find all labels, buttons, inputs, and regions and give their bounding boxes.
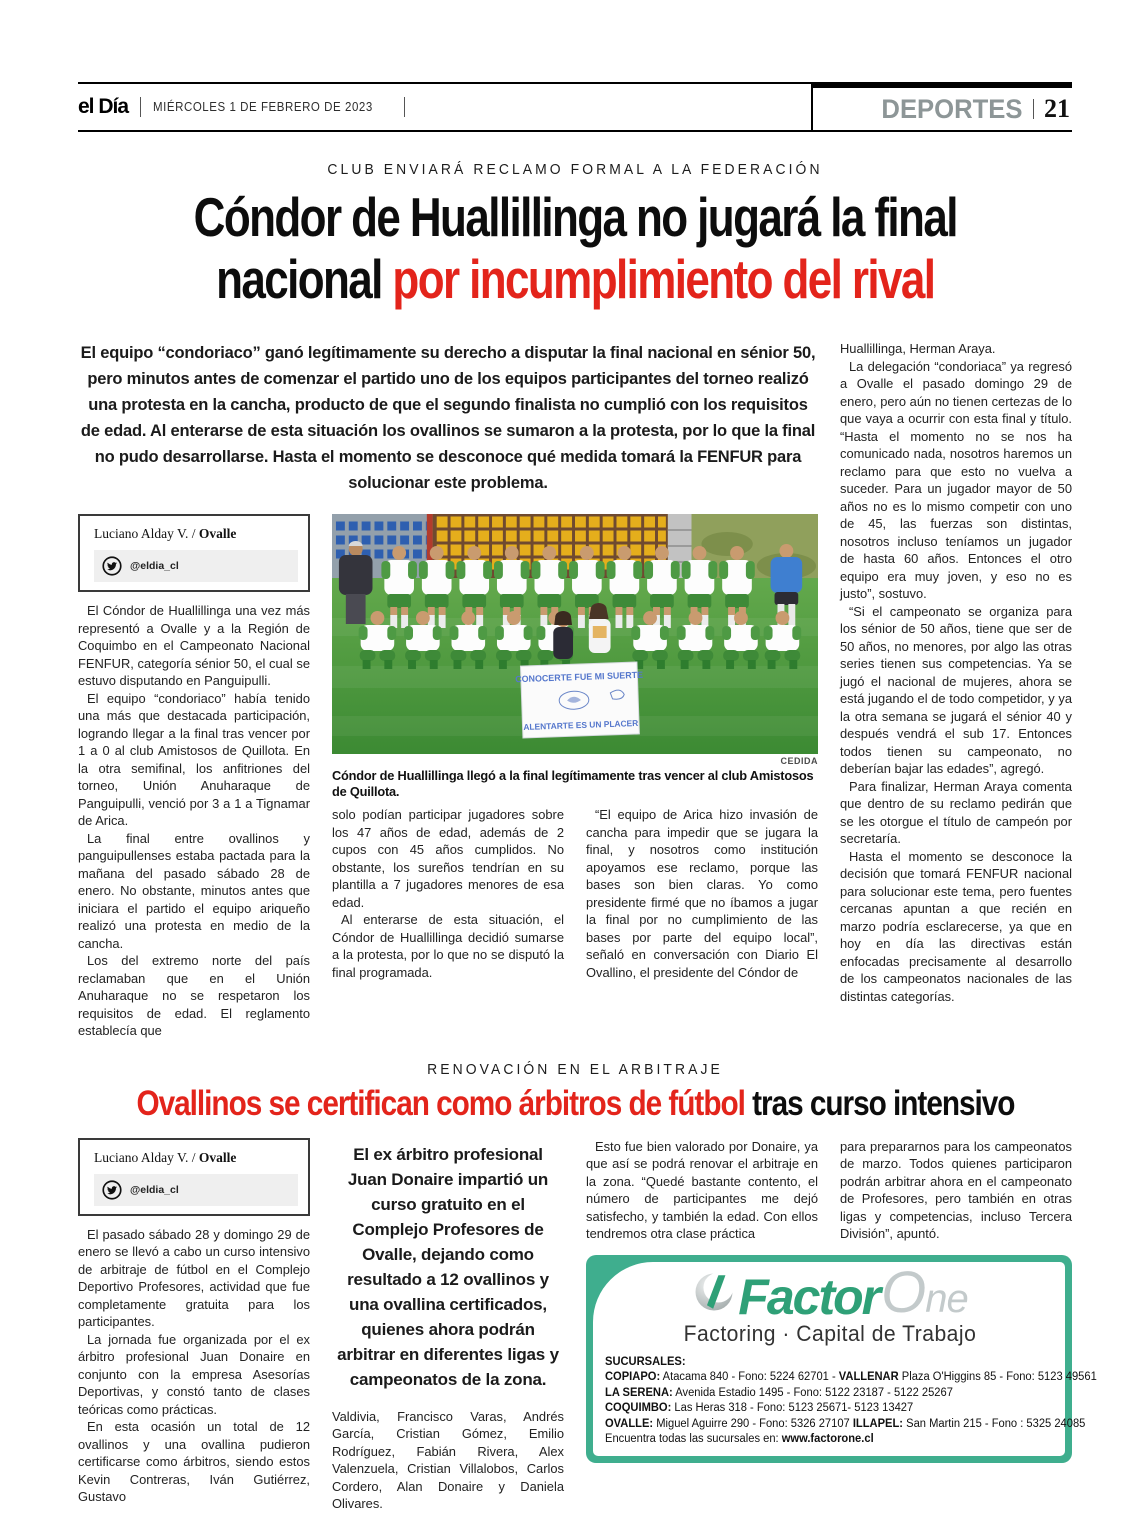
ad-branches-label: SUCURSALES:	[605, 1355, 686, 1368]
paragraph: Para finalizar, Herman Araya comenta que dentro de su reclamo pedirán que se les otorgue el título de campeón por secretaría.	[840, 778, 1072, 846]
article1-col3-text	[586, 806, 818, 981]
article2-kicker: RENOVACIÓN EN EL ARBITRAJE	[427, 1061, 723, 1078]
factorone-logo-icon	[692, 1270, 736, 1319]
article1-col2-text	[332, 806, 564, 981]
ad-footer-line: Encuentra todas las sucursales en: www.factorone.cl	[605, 1433, 874, 1445]
byline-place: Ovalle	[198, 526, 237, 541]
article2-right-region	[586, 1138, 1097, 1513]
paragraph: “El equipo de Arica hizo invasión de cancha para impedir que se jugara la final, y nosotros como institución apoyamos ese reclamo, porque las bases son bien claras. Yo como presidente firmé que no íbamos a jugar la final por no cumplimiento de las bases por parte del equipo local”, señaló en conversación con Diario El Ovallino, el presidente del Cóndor de	[586, 807, 818, 980]
byline-social	[94, 550, 298, 582]
ad-branch-line: COPIAPO: Atacama 840 - Fono: 5224 62701 - VALLENAR Plaza O'Higgins 85 - Fono: 5123 49561	[605, 1371, 1097, 1383]
fan-sign	[515, 662, 645, 738]
byline-box	[78, 514, 310, 592]
article2-names	[332, 1408, 564, 1513]
twitter-icon	[102, 556, 122, 576]
factorone-logo	[605, 1259, 1055, 1325]
paragraph: Hasta el momento se desconoce la decisión que tomará FENFUR nacional para solucionar este tema, pero fuentes cercanas apuntan a que recién en marzo podría esclarecerse, ya que en hoy en día las directivas están enfocadas precisamente al desarrollo de los campeonatos nacionales de las distintas categorías.	[840, 848, 1072, 1004]
paragraph: Al enterarse de esta situación, el Cóndor de Huallillinga decidió sumarse a la protesta, por lo que no se disputó la final programada.	[332, 912, 564, 980]
edition-date: MIÉRCOLES 1 DE FEBRERO DE 2023	[153, 100, 373, 114]
byline-author: Luciano Alday V.	[94, 1149, 189, 1165]
paragraph: Valdivia, Francisco Varas, Andrés García, Cristian Gómez, Emilio Rodríguez, Fabián Rivera, Alex Valenzuela, Cristian Villalobos, Carlos Cordero, Alan Donaire y Daniela Olivares.	[332, 1408, 564, 1511]
page-number: 21	[1044, 94, 1070, 123]
paragraph: La delegación “condoriaca” ya regresó a Ovalle el pasado domingo 29 de enero, pero aún no tienen certezas de lo que vaya a ocurrir con esta final y título. “Hasta el momento no se nos ha comunicado nada, nosotros haremos un reclamo para que esto no vuelva a suceder. Para un jugador mayor de 50 años no es lo mismo competir con uno de 45, las fuerzas son distintas, nosotros incluso teníamos un jugador de hasta 60 años. Entonces el otro equipo era muy joven, y eso no es justo”, sostuvo.	[840, 358, 1072, 601]
byline-box	[78, 1138, 310, 1216]
byline	[94, 1150, 298, 1166]
newspaper-logo: el Día	[78, 95, 129, 118]
article2-col3-text	[586, 1138, 818, 1243]
paragraph: El equipo “condoriaco” había tenido una más que destacada participación, logrando llegar a la final tras vencer por 1 a 0 al club Amistosos de Quillota. En la otra semifinal, los anfitriones del torneo, Unión Anuharaque de Panguipulli, venció por 3 a 1 a Tignamar de Arica.	[78, 690, 310, 828]
paragraph: La jornada fue organizada por el ex árbitro profesional Juan Donaire en conjunto con la empresa Asesorías Deportivas, y constó tanto de clases teóricas como prácticas.	[78, 1331, 310, 1417]
paragraph: Esto fue bien valorado por Donaire, ya que así se podrá renovar el arbitraje en la zona. “Quedé bastante contento, el número de participantes me dejó satisfecho, y también la edad. Con ellos tendremos otra clase práctica	[586, 1138, 818, 1241]
article2-headline	[81, 1084, 1070, 1124]
paragraph: La final entre ovallinos y panguipullenses estaba pactada para la mañana del pasado sábado 28 de enero. No obstante, minutos antes que iniciara el partido el equipo ariqueño realizó una protesta en medio de la cancha.	[78, 830, 310, 951]
ad-tagline: Factoring · Capital de Trabajo	[683, 1320, 977, 1346]
ad-website: www.factorone.cl	[781, 1433, 874, 1445]
header-divider	[1033, 99, 1034, 119]
header-left	[78, 82, 811, 130]
byline-place: Ovalle	[198, 1149, 237, 1165]
ad-branch-line: LA SERENA: Avenida Estadio 1495 - Fono: 5122 23187 - 5122 25267	[605, 1386, 953, 1399]
article1-col4-text	[840, 340, 1072, 1040]
article1-left-region	[78, 324, 818, 1040]
ad-branch-line: OVALLE: Miguel Aguirre 290 - Fono: 5326 27107 ILLAPEL: San Martin 215 - Fono : 5325 24085	[605, 1417, 1086, 1430]
article2-col1-text	[78, 1226, 310, 1506]
twitter-handle: @eldia_cl	[130, 560, 179, 572]
article1-kicker: CLUB ENVIARÁ RECLAMO FORMAL A LA FEDERACIÓN	[327, 162, 823, 178]
article1-headline	[78, 186, 1072, 310]
twitter-icon	[102, 1180, 122, 1200]
factorone-ad	[586, 1255, 1097, 1463]
headline-black-part: Cóndor de Huallillinga no jugará la final	[193, 186, 957, 248]
article1-col1	[78, 514, 310, 1040]
headline-black-part: nacional	[215, 248, 393, 310]
headline-red-part: por incumplimiento del rival	[392, 248, 935, 310]
twitter-handle: @eldia_cl	[130, 1183, 179, 1196]
byline-separator: /	[191, 1149, 196, 1165]
article1-lead: El equipo “condoriaco” ganó legítimamente su derecho a disputar la final nacional en sénior 50, pero minutos antes de comenzar el partido uno de los equipos participantes del torneo realizó una protesta en la cancha, producto de que el segundo finalista no cumplió con los requisitos de edad. Al enterarse de esta situación los ovallinos se sumaron a la protesta, por lo que la final no pudo desarrollarse. Hasta el momento se desconoce qué medida tomará la FENFUR para solucionar este problema.	[80, 344, 816, 492]
photo-credit: CEDIDA	[780, 756, 818, 766]
ad-branch-line: COQUIMBO: Las Heras 318 - Fono: 5123 25671- 5123 13427	[605, 1402, 914, 1414]
byline-separator: /	[191, 526, 196, 541]
article2-col1	[78, 1138, 310, 1513]
factorone-brand-factor: Factor	[738, 1268, 880, 1325]
sign-line1: CONOCERTE FUE MI SUERTE	[515, 669, 644, 685]
factorone-brand-one: One	[881, 1259, 968, 1325]
article1-col1-text	[78, 602, 310, 1040]
factorone-ad-inner	[593, 1259, 1097, 1456]
article2-intro: El ex árbitro profesional Juan Donaire impartió un curso gratuito en el Complejo Profesores de Ovalle, dejando como resultado a 12 ovallinos y una ovallina certificados, quienes ahora podrán arbitrar en diferentes ligas y campeonatos de la zona.	[337, 1144, 559, 1389]
headline-black-part: tras curso intensivo	[744, 1083, 1014, 1123]
article2-col2	[332, 1138, 564, 1513]
sign-line2: ALENTARTE ES UN PLACER	[523, 717, 639, 733]
ad-branches	[605, 1355, 1097, 1448]
header-divider	[404, 97, 405, 117]
article2-grid	[78, 1138, 1097, 1513]
header-divider	[140, 97, 141, 117]
page-header	[78, 82, 1072, 132]
paragraph: El pasado sábado 28 y domingo 29 de enero se llevó a cabo un curso intensivo de arbitraje de fútbol en el Complejo Deportivo Profesores, actividad que fue completamente gratuita para los participantes.	[78, 1226, 310, 1329]
byline	[94, 526, 298, 542]
paragraph: “Si el campeonato se organiza para los sénior de 50 años, tiene que ser de 50 años, no menores, por algo las otras series tienen sus competencias. Ya se jugó el nacional de mujeres, ahora se está jugando el de todo competidor, y ya la otra semana se jugará el sénior 40 y después vendrá el sub 17. Entonces todos tienen su campeonato, no deberían bajar las edades”, agregó.	[840, 603, 1072, 776]
byline-social	[94, 1174, 298, 1206]
article1-photo-region	[332, 514, 818, 1040]
headline-red-part: Ovallinos se certifican como árbitros de fútbol	[136, 1083, 745, 1123]
paragraph: para prepararnos para los campeonatos de marzo. Todos quienes participaron podrán arbitrar ahora en el campeonato de Profesores, pero también en otras ligas y competencias, incluso Tercera División”, apuntó.	[840, 1138, 1072, 1241]
paragraph: El Cóndor de Huallillinga una vez más representó a Ovalle y a la Región de Coquimbo en el Campeonato Nacional FENFUR, categoría sénior 50, el cual se estuvo disputando en Panguipulli.	[78, 603, 310, 688]
article1-grid	[78, 324, 1072, 1040]
article2-col4-text	[840, 1138, 1072, 1243]
team-photo	[332, 514, 818, 754]
photo-caption: Cóndor de Huallillinga llegó a la final legítimamente tras vencer al club Amistosos de Quillota.	[332, 768, 814, 799]
paragraph: solo podían participar jugadores sobre los 47 años de edad, además de 2 cupos con 45 años cumplidos. No obstante, los sureños tendrían en su plantilla a 7 jugadores menores de esa edad.	[332, 807, 564, 910]
header-right	[811, 82, 1072, 130]
paragraph: Huallillinga, Herman Araya.	[840, 341, 996, 356]
paragraph: En esta ocasión un total de 12 ovallinos y una ovallina pudieron certificarse como árbitros, siendo estos Kevin Contreras, Iván Gutiérrez, Gustavo	[78, 1419, 310, 1504]
byline-author: Luciano Alday V.	[94, 526, 189, 541]
paragraph: Los del extremo norte del país reclamaban que en el Unión Anuharaque no se respetaron los requisitos de edad. El reglamento establecía que	[78, 953, 310, 1038]
section-title: DEPORTES	[881, 93, 1023, 124]
